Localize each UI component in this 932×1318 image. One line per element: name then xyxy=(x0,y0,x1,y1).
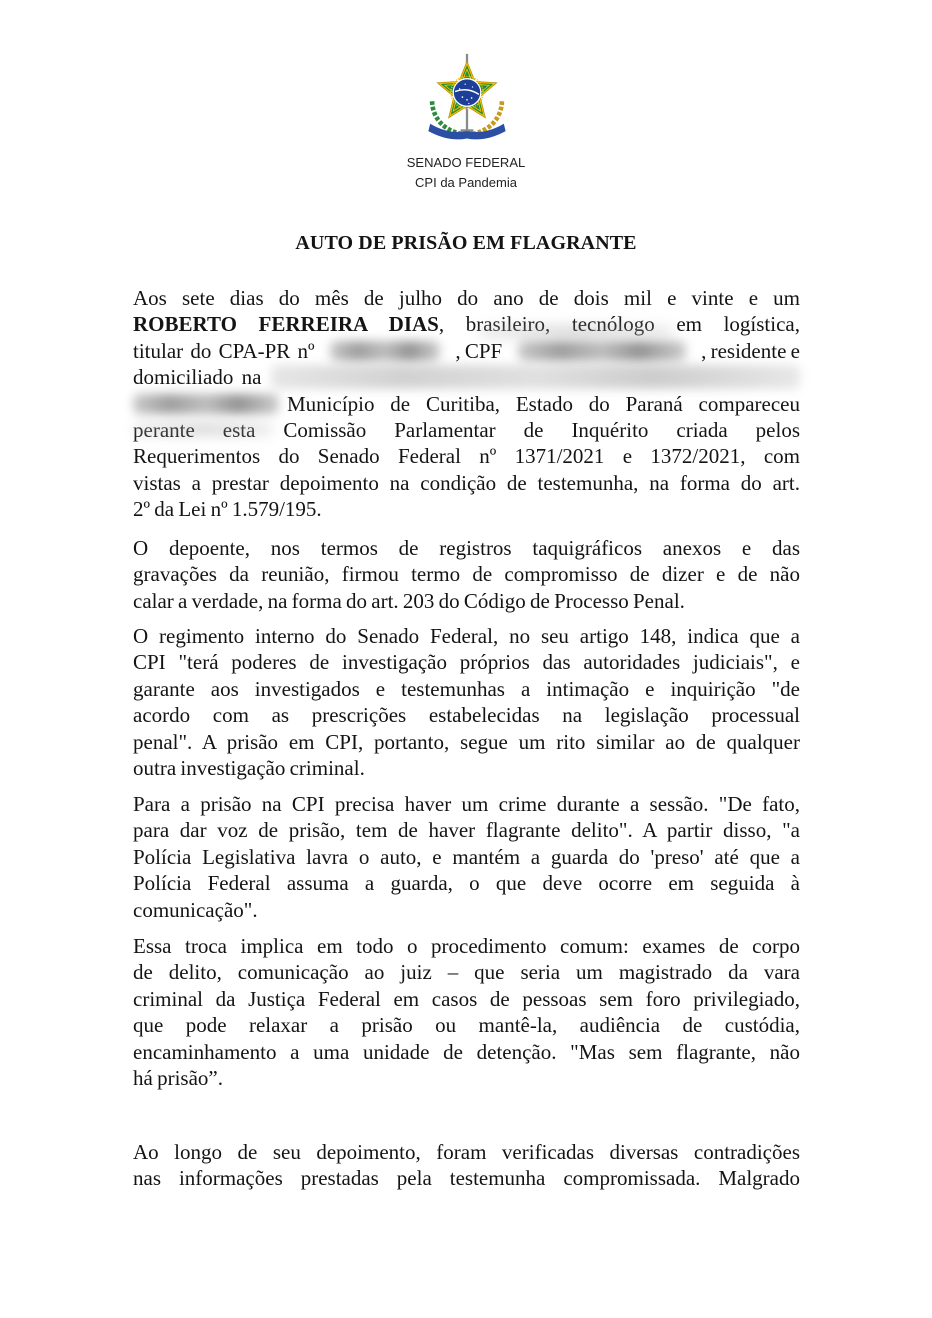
text-line: vistas a prestar depoimento na condição de testemunha, na forma do art. xyxy=(133,470,800,495)
document-title: AUTO DE PRISÃO EM FLAGRANTE xyxy=(295,232,637,254)
text-line: Polícia Legislativa lavra o auto, e mantém a guarda do 'preso' até que a xyxy=(133,844,800,869)
text-line: Aos sete dias do mês de julho do ano de dois mil e vinte e um xyxy=(133,286,800,310)
text-line: Ao longo de seu depoimento, foram verificadas diversas contradições xyxy=(133,1140,800,1164)
committee-name: CPI da Pandemia xyxy=(415,175,517,190)
redacted-cpf xyxy=(518,341,686,361)
text-segment: , CPF xyxy=(455,338,503,363)
paragraph-intro xyxy=(133,285,800,523)
text-segment: titular do CPA-PR nº xyxy=(133,338,315,363)
text-line: penal". A prisão em CPI, portanto, segue um rito similar ao de qualquer xyxy=(133,729,800,754)
text-line: Requerimentos do Senado Federal nº 1371/2021 e 1372/2021, com xyxy=(133,444,800,469)
text-line xyxy=(133,364,800,390)
text-line: O depoente, nos termos de registros taquigráficos anexos e das xyxy=(133,536,800,560)
text-line: calar a verdade, na forma do art. 203 do Código de Processo Penal. xyxy=(133,588,685,613)
redacted-address xyxy=(271,365,800,389)
paragraph-arrest-procedure xyxy=(133,791,800,923)
text-line: que pode relaxar a prisão ou mantê-la, audiência de custódia, xyxy=(133,1013,800,1038)
paragraph-common-procedure xyxy=(133,933,800,1091)
text-line: outra investigação criminal. xyxy=(133,755,365,780)
text-line: CPI "terá poderes de investigação próprios das autoridades judiciais", e xyxy=(133,650,800,675)
text-line: acordo com as prescrições estabelecidas na legislação processual xyxy=(133,703,800,728)
text-line: garante aos investigados e testemunhas a intimação e inquirição "de xyxy=(133,676,800,701)
text-line: comunicação". xyxy=(133,897,258,922)
paragraph-contradictions xyxy=(133,1139,800,1192)
paragraph-commitment xyxy=(133,535,800,614)
text-line: 2º da Lei nº 1.579/195. xyxy=(133,497,322,522)
text-line: há prisão”. xyxy=(133,1065,223,1090)
redaction-smudge xyxy=(133,422,273,436)
text-line xyxy=(133,391,800,417)
text-segment: Município de Curitiba, Estado do Paraná compareceu xyxy=(287,391,800,416)
text-line: O regimento interno do Senado Federal, no seu artigo 148, indica que a xyxy=(133,624,800,648)
text-line: de delito, comunicação ao juiz – que seria um magistrado da vara xyxy=(133,960,800,985)
deponent-name: ROBERTO FERREIRA DIAS xyxy=(133,312,439,337)
text-line: nas informações prestadas pela testemunha compromissada. Malgrado xyxy=(133,1166,800,1191)
text-line: encaminhamento a uma unidade de detenção. "Mas sem flagrante, não xyxy=(133,1039,800,1064)
text-line: Polícia Federal assuma a guarda, o que deve ocorre em seguida à xyxy=(133,871,800,896)
text-line xyxy=(133,311,800,337)
paragraph-regiment xyxy=(133,623,800,781)
text-line: para dar voz de prisão, tem de haver flagrante delito". A partir disso, "a xyxy=(133,818,800,843)
redaction-smudge xyxy=(478,325,673,339)
text-line: gravações da reunião, firmou termo de compromisso de dizer e de não xyxy=(133,562,800,587)
text-line xyxy=(133,338,800,364)
redacted-address xyxy=(133,394,279,414)
text-line: Essa troca implica em todo o procedimento comum: exames de corpo xyxy=(133,934,800,958)
text-line: perante esta Comissão Parlamentar de Inquérito criada pelos xyxy=(133,417,800,442)
text-segment: , residente e xyxy=(701,338,800,363)
coat-of-arms-emblem xyxy=(421,52,513,144)
text-line: criminal da Justiça Federal em casos de pessoas sem foro privilegiado, xyxy=(133,986,800,1011)
text-segment: , brasileiro, tecnólogo em logística, xyxy=(438,312,800,337)
text-line: Para a prisão na CPI precisa haver um crime durante a sessão. "De fato, xyxy=(133,792,800,816)
institution-name: SENADO FEDERAL xyxy=(406,155,526,170)
redacted-id-number xyxy=(330,341,440,361)
text-segment: domiciliado na xyxy=(133,365,262,390)
